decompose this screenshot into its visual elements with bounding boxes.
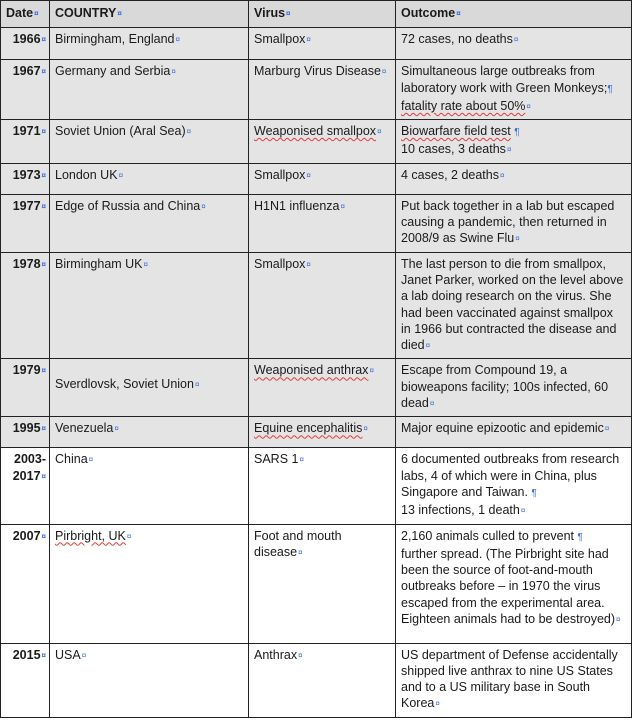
virus-cell: SARS 1¤ bbox=[249, 448, 396, 524]
cell-end-mark: ¤ bbox=[114, 424, 119, 434]
cell-end-mark: ¤ bbox=[363, 424, 368, 434]
header-outcome bbox=[396, 1, 632, 28]
virus-cell: Anthrax¤ bbox=[249, 643, 396, 717]
date-cell: 1979¤ bbox=[1, 359, 50, 417]
date-cell: 1977¤ bbox=[1, 194, 50, 252]
cell-end-mark: ¤ bbox=[604, 424, 610, 434]
cell-end-mark: ¤ bbox=[515, 234, 520, 244]
table-row bbox=[1, 524, 632, 643]
header-outcome-label: Outcome bbox=[401, 6, 456, 20]
date-cell: 2007¤ bbox=[1, 524, 50, 643]
cell-end-mark: ¤ bbox=[175, 35, 180, 45]
outcome-cell: 4 cases, 2 deaths¤ bbox=[396, 163, 632, 194]
country-cell: Venezuela¤ bbox=[50, 417, 249, 448]
cell-end-mark: ¤ bbox=[306, 259, 311, 269]
header-virus-label: Virus bbox=[254, 6, 286, 20]
table-row bbox=[1, 120, 632, 164]
cell-end-mark: ¤ bbox=[41, 366, 46, 376]
date-cell: 1966¤ bbox=[1, 28, 50, 60]
table-row bbox=[1, 60, 632, 120]
cell-end-mark: ¤ bbox=[41, 471, 46, 481]
outcome-cell: The last person to die from smallpox, Janet Parker, worked on the level above a lab doing research on the virus. She had been vaccinated against smallpox in 1966 but contracted the disease and died¤ bbox=[396, 252, 632, 359]
cell-end-mark: ¤ bbox=[340, 201, 345, 211]
cell-end-mark: ¤ bbox=[429, 399, 435, 409]
virus-cell: Marburg Virus Disease¤ bbox=[249, 60, 396, 120]
country-cell: Soviet Union (Aral Sea)¤ bbox=[50, 120, 249, 164]
outcome-cell: Escape from Compound 19, a bioweapons facility; 100s infected, 60 dead¤ bbox=[396, 359, 632, 417]
date-cell: 1967¤ bbox=[1, 60, 50, 120]
date-cell: 1973¤ bbox=[1, 163, 50, 194]
cell-end-mark: ¤ bbox=[306, 35, 311, 45]
cell-end-mark: ¤ bbox=[298, 547, 303, 557]
header-date bbox=[1, 1, 50, 28]
virus-cell: Weaponised smallpox¤ bbox=[249, 120, 396, 164]
pilcrow-mark: ¶ bbox=[577, 531, 583, 543]
cell-end-mark: ¤ bbox=[41, 650, 46, 660]
cell-end-mark: ¤ bbox=[41, 127, 46, 137]
country-cell: Birmingham UK¤ bbox=[50, 252, 249, 359]
cell-end-mark: ¤ bbox=[435, 699, 440, 709]
cell-end-mark: ¤ bbox=[381, 67, 387, 77]
date-cell: 2003-2017¤ bbox=[1, 448, 50, 524]
country-cell: London UK¤ bbox=[50, 163, 249, 194]
table-row bbox=[1, 252, 632, 359]
cell-end-mark: ¤ bbox=[88, 455, 94, 465]
header-country-label: COUNTRY bbox=[55, 6, 117, 20]
virus-cell: Smallpox¤ bbox=[249, 252, 396, 359]
table-row bbox=[1, 359, 632, 417]
cell-end-mark: ¤ bbox=[34, 9, 39, 18]
date-cell: 1971¤ bbox=[1, 120, 50, 164]
outcome-cell: Put back together in a lab but escaped causing a pandemic, then returned in 2008/9 as Swine Flu¤ bbox=[396, 194, 632, 252]
pilcrow-mark: ¶ bbox=[514, 127, 520, 139]
cell-end-mark: ¤ bbox=[41, 259, 46, 269]
cell-end-mark: ¤ bbox=[117, 9, 122, 18]
header-virus bbox=[249, 1, 396, 28]
pilcrow-mark: ¶ bbox=[607, 83, 613, 95]
pilcrow-mark: ¶ bbox=[531, 487, 537, 499]
cell-end-mark: ¤ bbox=[616, 615, 621, 625]
cell-end-mark: ¤ bbox=[456, 9, 461, 18]
cell-end-mark: ¤ bbox=[126, 531, 132, 541]
cell-end-mark: ¤ bbox=[298, 650, 303, 660]
country-cell: Edge of Russia and China¤ bbox=[50, 194, 249, 252]
header-date-label: Date bbox=[6, 6, 34, 20]
table-row bbox=[1, 417, 632, 448]
date-cell: 2015¤ bbox=[1, 643, 50, 717]
country-cell: USA¤ bbox=[50, 643, 249, 717]
country-cell: Birmingham, England¤ bbox=[50, 28, 249, 60]
outcome-cell: Simultaneous large outbreaks from laboratory work with Green Monkeys;¶ fatality rate about 50%¤ bbox=[396, 60, 632, 120]
table-row bbox=[1, 643, 632, 717]
outcome-cell: Major equine epizootic and epidemic¤ bbox=[396, 417, 632, 448]
table-row bbox=[1, 448, 632, 524]
cell-end-mark: ¤ bbox=[306, 170, 311, 180]
outcome-cell: 6 documented outbreaks from research labs, 4 of which were in China, plus Singapore and Taiwan. ¶ 13 infections, 1 death¤ bbox=[396, 448, 632, 524]
table-row bbox=[1, 28, 632, 60]
cell-end-mark: ¤ bbox=[286, 9, 291, 18]
cell-end-mark: ¤ bbox=[41, 35, 46, 45]
virus-cell: Equine encephalitis¤ bbox=[249, 417, 396, 448]
virus-cell: Smallpox¤ bbox=[249, 28, 396, 60]
cell-end-mark: ¤ bbox=[425, 341, 431, 351]
cell-end-mark: ¤ bbox=[513, 35, 519, 45]
date-cell: 1978¤ bbox=[1, 252, 50, 359]
header-country bbox=[50, 1, 249, 28]
cell-end-mark: ¤ bbox=[369, 366, 374, 376]
country-cell: Germany and Serbia¤ bbox=[50, 60, 249, 120]
country-cell: China¤ bbox=[50, 448, 249, 524]
date-cell: 1995¤ bbox=[1, 417, 50, 448]
header-row bbox=[1, 1, 632, 28]
virus-cell: Foot and mouth disease¤ bbox=[249, 524, 396, 643]
cell-end-mark: ¤ bbox=[41, 170, 46, 180]
cell-end-mark: ¤ bbox=[520, 506, 526, 516]
cell-end-mark: ¤ bbox=[201, 201, 206, 211]
outcome-cell: 72 cases, no deaths¤ bbox=[396, 28, 632, 60]
cell-end-mark: ¤ bbox=[506, 145, 512, 155]
cell-end-mark: ¤ bbox=[499, 170, 505, 180]
table-row bbox=[1, 194, 632, 252]
cell-end-mark: ¤ bbox=[299, 455, 304, 465]
cell-end-mark: ¤ bbox=[143, 259, 148, 269]
cell-end-mark: ¤ bbox=[41, 67, 46, 77]
cell-end-mark: ¤ bbox=[118, 170, 124, 180]
cell-end-mark: ¤ bbox=[41, 531, 46, 541]
cell-end-mark: ¤ bbox=[41, 424, 46, 434]
cell-end-mark: ¤ bbox=[526, 101, 531, 111]
outcome-cell: US department of Defense accidentally shipped live anthrax to nine US States and to a US military base in South Korea¤ bbox=[396, 643, 632, 717]
virus-cell: H1N1 influenza¤ bbox=[249, 194, 396, 252]
country-cell: Sverdlovsk, Soviet Union¤ bbox=[50, 359, 249, 417]
outcome-cell: Biowarfare field test ¶ 10 cases, 3 deaths¤ bbox=[396, 120, 632, 164]
country-cell: Pirbright, UK¤ bbox=[50, 524, 249, 643]
virus-cell: Weaponised anthrax¤ bbox=[249, 359, 396, 417]
cell-end-mark: ¤ bbox=[377, 127, 382, 137]
virus-cell: Smallpox¤ bbox=[249, 163, 396, 194]
cell-end-mark: ¤ bbox=[194, 380, 200, 390]
cell-end-mark: ¤ bbox=[171, 67, 176, 77]
table-row bbox=[1, 163, 632, 194]
cell-end-mark: ¤ bbox=[41, 201, 46, 211]
cell-end-mark: ¤ bbox=[81, 650, 87, 660]
outcome-cell: 2,160 animals culled to prevent ¶ further spread. (The Pirbright site had been the source of foot-and-mouth outbreaks before – in 1970 the virus escaped from the experimental area. Eighteen animals had to be destroyed)¤ bbox=[396, 524, 632, 643]
cell-end-mark: ¤ bbox=[186, 127, 192, 137]
